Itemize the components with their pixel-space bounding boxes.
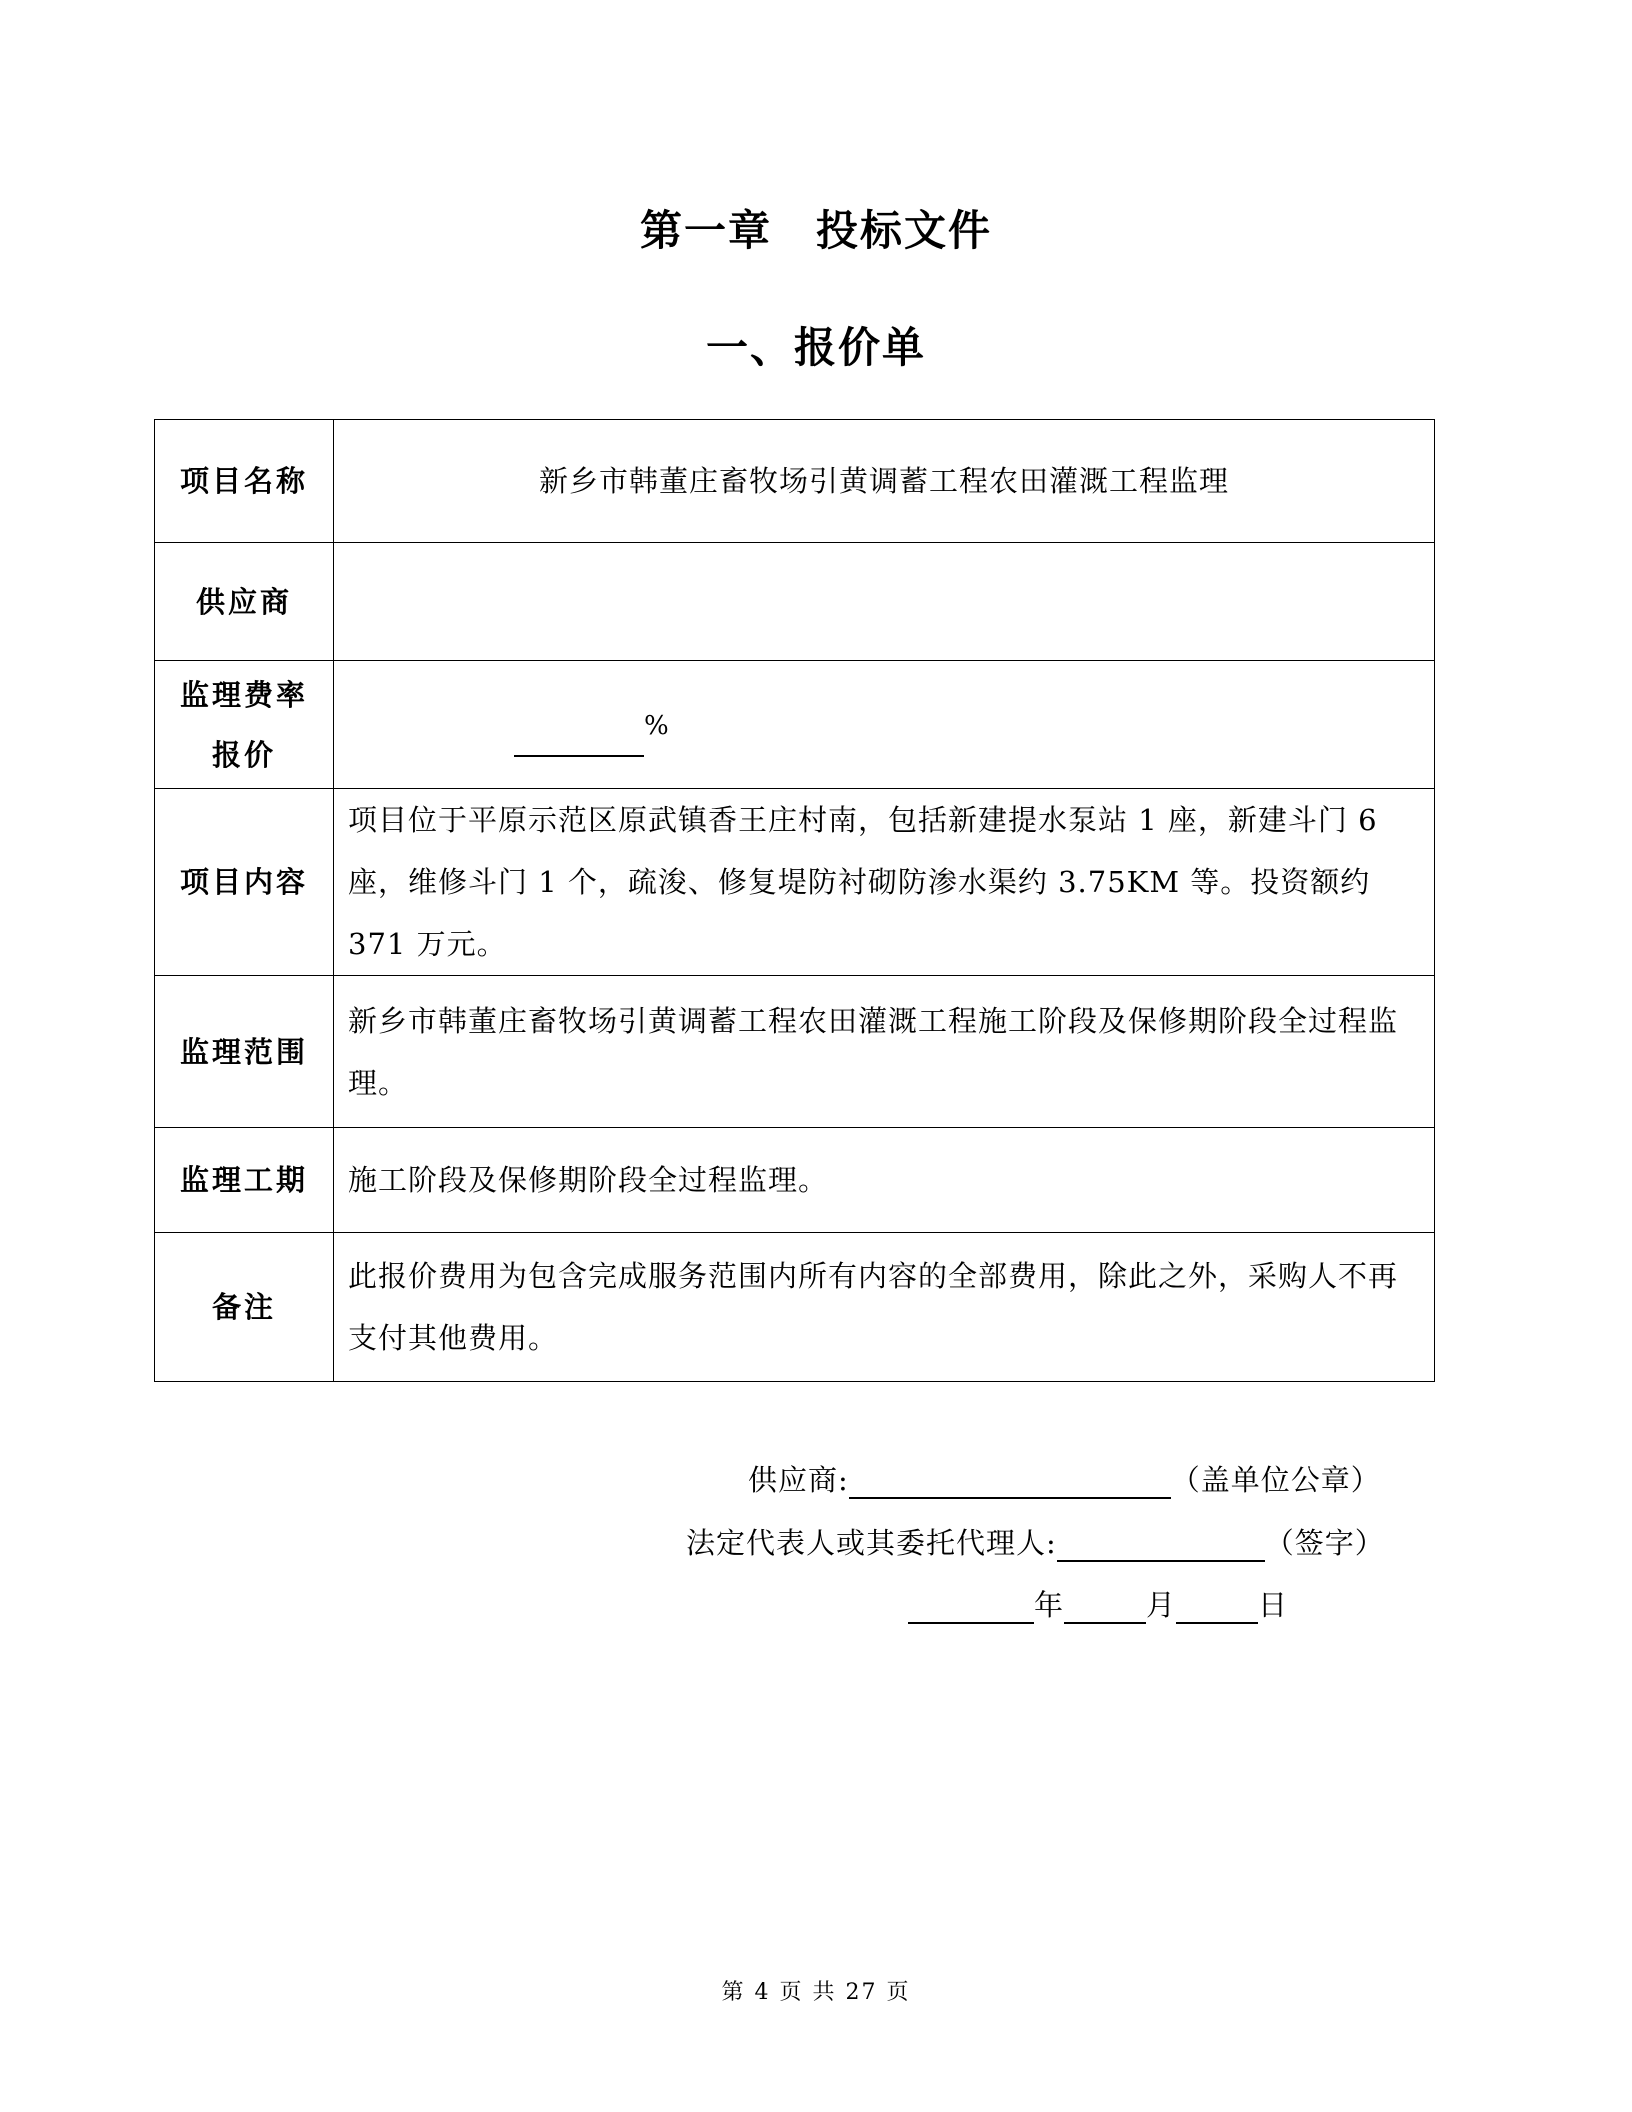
row-label: 供应商 xyxy=(155,543,334,661)
table-row xyxy=(155,1233,1435,1382)
table-row xyxy=(155,976,1435,1128)
representative-signature-line xyxy=(686,1521,1385,1562)
supplier-signature-line xyxy=(748,1458,1381,1499)
section-title: 一、报价单 xyxy=(705,323,926,372)
row-label: 项目内容 xyxy=(155,789,334,976)
chapter-title: 第一章 投标文件 xyxy=(639,206,992,255)
row-label xyxy=(155,661,334,789)
page-number: 第 4 页 共 27 页 xyxy=(721,1980,911,2005)
date-line xyxy=(908,1583,1288,1624)
period-value: 施工阶段及保修期阶段全过程监理。 xyxy=(334,1128,1435,1233)
project-name-value: 新乡市韩董庄畜牧场引黄调蓄工程农田灌溉工程监理 xyxy=(334,420,1435,543)
day-blank[interactable] xyxy=(1176,1588,1258,1624)
rate-blank[interactable] xyxy=(514,719,644,757)
month-blank[interactable] xyxy=(1064,1588,1146,1624)
project-content-value: 项目位于平原示范区原武镇香王庄村南，包括新建提水泵站 1 座，新建斗门 6 座，维修斗门 1 个，疏浚、修复堤防衬砌防渗水渠约 3.75KM 等。投资额约 371 万元。 xyxy=(334,789,1435,976)
table-row xyxy=(155,661,1435,789)
year-label: 年 xyxy=(1034,1588,1065,1622)
supplier-blank[interactable] xyxy=(849,1463,1171,1499)
row-label: 监理工期 xyxy=(155,1128,334,1233)
remarks-value: 此报价费用为包含完成服务范围内所有内容的全部费用，除此之外，采购人不再支付其他费用。 xyxy=(334,1233,1435,1382)
supplier-value[interactable] xyxy=(334,543,1435,661)
table-row xyxy=(155,543,1435,661)
table-row xyxy=(155,789,1435,976)
month-label: 月 xyxy=(1146,1588,1177,1622)
scope-value: 新乡市韩董庄畜牧场引黄调蓄工程农田灌溉工程施工阶段及保修期阶段全过程监理。 xyxy=(334,976,1435,1128)
signature-note: （签字） xyxy=(1264,1526,1385,1560)
rate-value-cell xyxy=(334,661,1435,789)
supplier-label: 供应商: xyxy=(748,1463,849,1497)
year-blank[interactable] xyxy=(908,1588,1034,1624)
representative-label: 法定代表人或其委托代理人: xyxy=(686,1526,1057,1560)
row-label-line: 报价 xyxy=(211,737,276,772)
table-row xyxy=(155,1128,1435,1233)
quote-table xyxy=(154,419,1435,1382)
seal-note: （盖单位公章） xyxy=(1170,1463,1381,1497)
row-label: 监理范围 xyxy=(155,976,334,1128)
row-label: 项目名称 xyxy=(155,420,334,543)
table-row xyxy=(155,420,1435,543)
representative-blank[interactable] xyxy=(1057,1526,1265,1562)
day-label: 日 xyxy=(1258,1588,1289,1622)
row-label-line: 监理费率 xyxy=(179,677,308,712)
percent-sign: % xyxy=(644,710,670,741)
row-label: 备注 xyxy=(155,1233,334,1382)
